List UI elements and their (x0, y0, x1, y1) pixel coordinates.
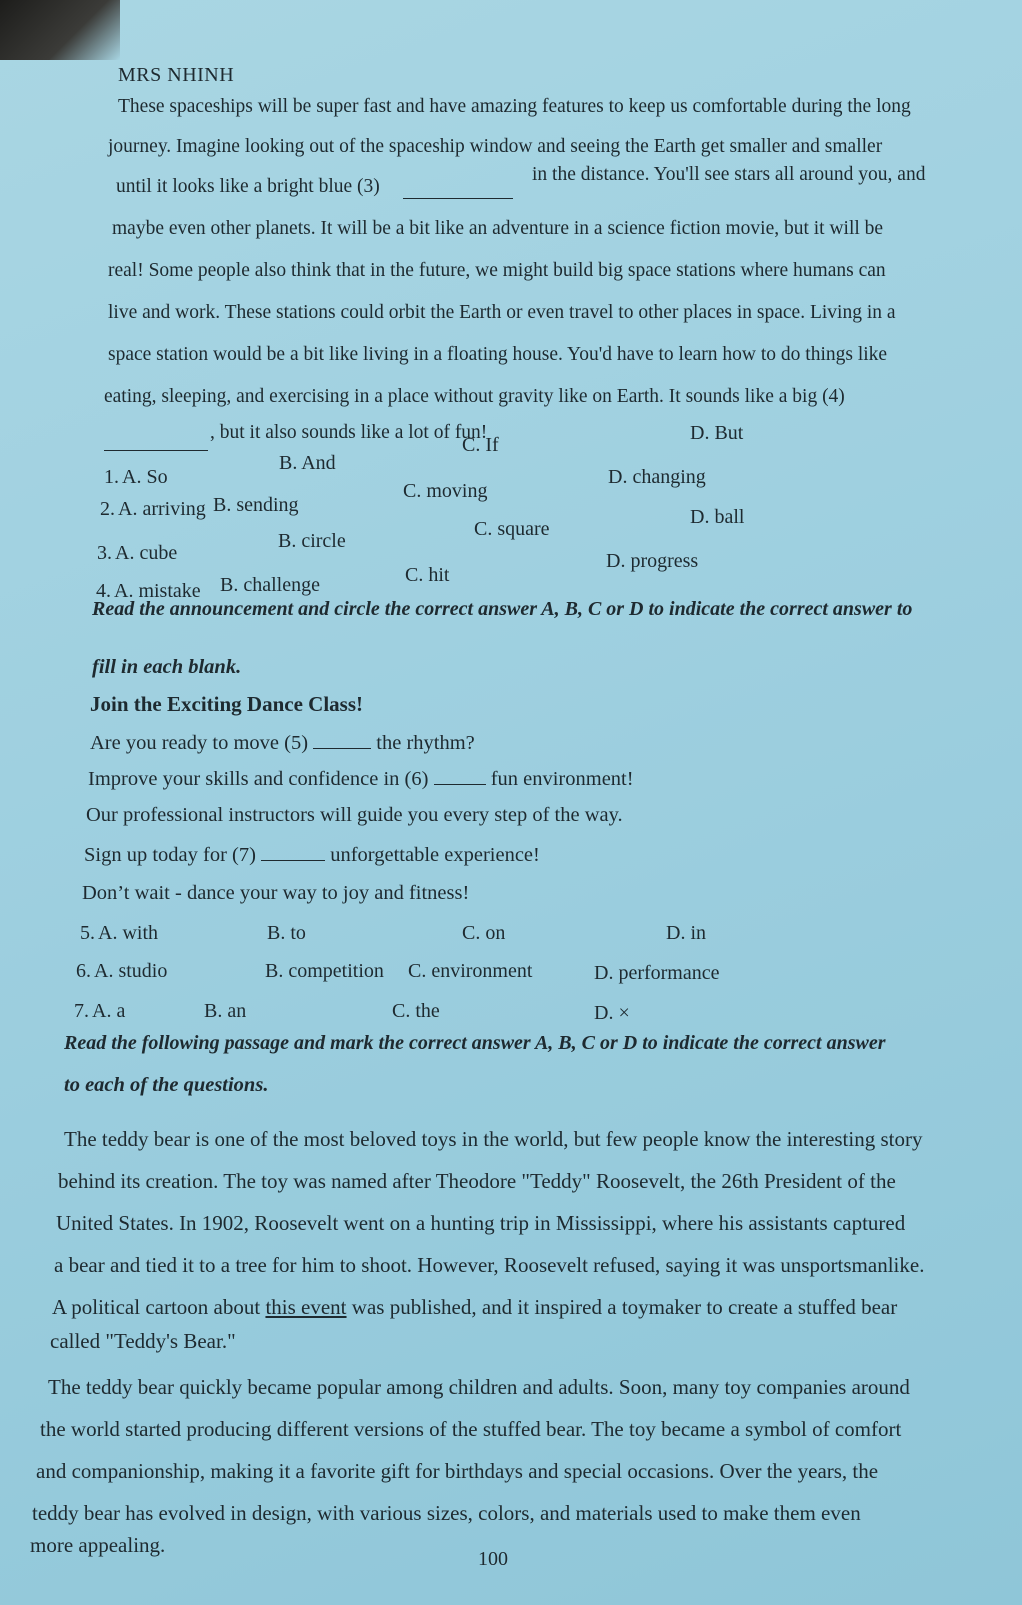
q1-option-c[interactable]: C. If (462, 434, 499, 456)
blank-5[interactable] (313, 730, 371, 749)
q4-option-d[interactable]: D. progress (606, 550, 699, 572)
passage-line: more appealing. (30, 1533, 166, 1557)
announcement-text: Are you ready to move (5) (90, 732, 309, 754)
announcement-text: fun environment! (490, 768, 634, 790)
q6-option-d[interactable]: D. performance (594, 962, 720, 984)
q3-num: 3. (97, 542, 112, 564)
announcement-text: Improve your skills and confidence in (6) (88, 768, 429, 790)
q6-option-b[interactable]: B. competition (265, 960, 384, 982)
passage-line: real! Some people also think that in the future, we might build big space stations where humans can (108, 260, 886, 281)
passage-line: These spaceships will be super fast and have amazing features to keep us comfortable during the long (118, 96, 911, 117)
passage-line: The teddy bear quickly became popular among children and adults. Soon, many toy companies around (48, 1375, 910, 1399)
announcement-text: Sign up today for (7) (84, 844, 256, 866)
q4-option-b[interactable]: B. challenge (220, 574, 320, 596)
q4-option-c[interactable]: C. hit (405, 564, 450, 586)
q6-option-a[interactable]: A. studio (94, 960, 168, 982)
announcement-line-4 (84, 842, 540, 867)
q2-option-c[interactable]: C. moving (403, 480, 488, 502)
q6-option-c[interactable]: C. environment (408, 960, 533, 982)
q7-option-c[interactable]: C. the (392, 1000, 440, 1022)
section2-instruction-cont: fill in each blank. (92, 656, 242, 678)
passage-line: called "Teddy's Bear." (50, 1329, 236, 1353)
blank-6[interactable] (434, 766, 486, 785)
section2-instruction: Read the announcement and circle the correct answer A, B, C or D to indicate the correct answer to (92, 598, 913, 620)
page-shadow (0, 0, 120, 60)
q3-option-b[interactable]: B. circle (278, 530, 346, 552)
passage-line: until it looks like a bright blue (3) (116, 176, 380, 197)
q3-option-c[interactable]: C. square (474, 518, 550, 540)
q4-option-a[interactable]: A. mistake (114, 580, 201, 602)
announcement-line-5: Don’t wait - dance your way to joy and fitness! (82, 882, 470, 904)
q1-option-b[interactable]: B. And (279, 452, 336, 474)
section3-instruction: Read the following passage and mark the correct answer A, B, C or D to indicate the correct answer (64, 1032, 886, 1054)
passage-line: behind its creation. The toy was named after Theodore "Teddy" Roosevelt, the 26th President of the (58, 1169, 896, 1193)
q3-option-d[interactable]: D. ball (690, 506, 745, 528)
passage-line: eating, sleeping, and exercising in a place without gravity like on Earth. It sounds like a big (4) (104, 386, 845, 407)
q3-option-a[interactable]: A. cube (115, 542, 178, 564)
passage-line: journey. Imagine looking out of the spaceship window and seeing the Earth get smaller and smaller (108, 136, 883, 157)
blank-3[interactable] (403, 180, 513, 199)
q5-option-b[interactable]: B. to (267, 922, 306, 944)
passage-text: was published, and it inspired a toymaker to create a stuffed bear (346, 1295, 898, 1319)
passage-line: space station would be a bit like living in a floating house. You'd have to learn how to do things like (108, 344, 888, 365)
q2-option-b[interactable]: B. sending (213, 494, 299, 516)
announcement-text: unforgettable experience! (330, 844, 540, 866)
passage-line: , but it also sounds like a lot of fun! (210, 422, 488, 443)
q1-option-a[interactable]: A. So (122, 466, 168, 488)
q7-num: 7. (74, 1000, 89, 1022)
passage-line: live and work. These stations could orbit the Earth or even travel to other places in space. Living in a (108, 302, 896, 323)
passage-line: and companionship, making it a favorite gift for birthdays and special occasions. Over the years, the (36, 1459, 879, 1483)
q5-num: 5. (80, 922, 95, 944)
passage-line: United States. In 1902, Roosevelt went on a hunting trip in Mississippi, where his assistants captured (56, 1211, 906, 1235)
q4-num: 4. (96, 580, 111, 602)
announcement-text: the rhythm? (376, 732, 475, 754)
q7-option-d[interactable]: D. × (594, 1002, 630, 1024)
q6-num: 6. (76, 960, 91, 982)
q2-num: 2. (100, 498, 115, 520)
q2-option-a[interactable]: A. arriving (118, 498, 206, 520)
passage-line: in the distance. You'll see stars all around you, and (532, 164, 926, 185)
q5-option-d[interactable]: D. in (666, 922, 706, 944)
underlined-phrase: this event (265, 1295, 347, 1319)
announcement-line-1 (90, 730, 475, 755)
section3-instruction-cont: to each of the questions. (64, 1074, 269, 1096)
blank-7[interactable] (261, 842, 325, 861)
q7-option-b[interactable]: B. an (204, 1000, 247, 1022)
passage-line: maybe even other planets. It will be a bit like an adventure in a science fiction movie, but it will be (112, 218, 884, 239)
passage-line: The teddy bear is one of the most beloved toys in the world, but few people know the interesting story (64, 1127, 923, 1151)
q1-num: 1. (104, 466, 119, 488)
announcement-title: Join the Exciting Dance Class! (90, 692, 363, 716)
q7-option-a[interactable]: A. a (92, 1000, 126, 1022)
page-number: 100 (478, 1548, 508, 1570)
q5-option-c[interactable]: C. on (462, 922, 506, 944)
blank-4[interactable] (104, 432, 208, 451)
q1-option-d[interactable]: D. But (690, 422, 744, 444)
passage-line: a bear and tied it to a tree for him to shoot. However, Roosevelt refused, saying it was unsportsmanlike. (54, 1253, 925, 1277)
announcement-line-2 (88, 766, 634, 791)
q2-option-d[interactable]: D. changing (608, 466, 706, 488)
passage-text: A political cartoon about (52, 1295, 266, 1319)
q5-option-a[interactable]: A. with (98, 922, 158, 944)
teacher-header: MRS NHINH (118, 64, 235, 86)
passage-line: the world started producing different versions of the stuffed bear. The toy became a symbol of comfort (40, 1417, 902, 1441)
passage-line: teddy bear has evolved in design, with various sizes, colors, and materials used to make them even (32, 1501, 861, 1525)
announcement-line-3: Our professional instructors will guide you every step of the way. (86, 804, 623, 826)
